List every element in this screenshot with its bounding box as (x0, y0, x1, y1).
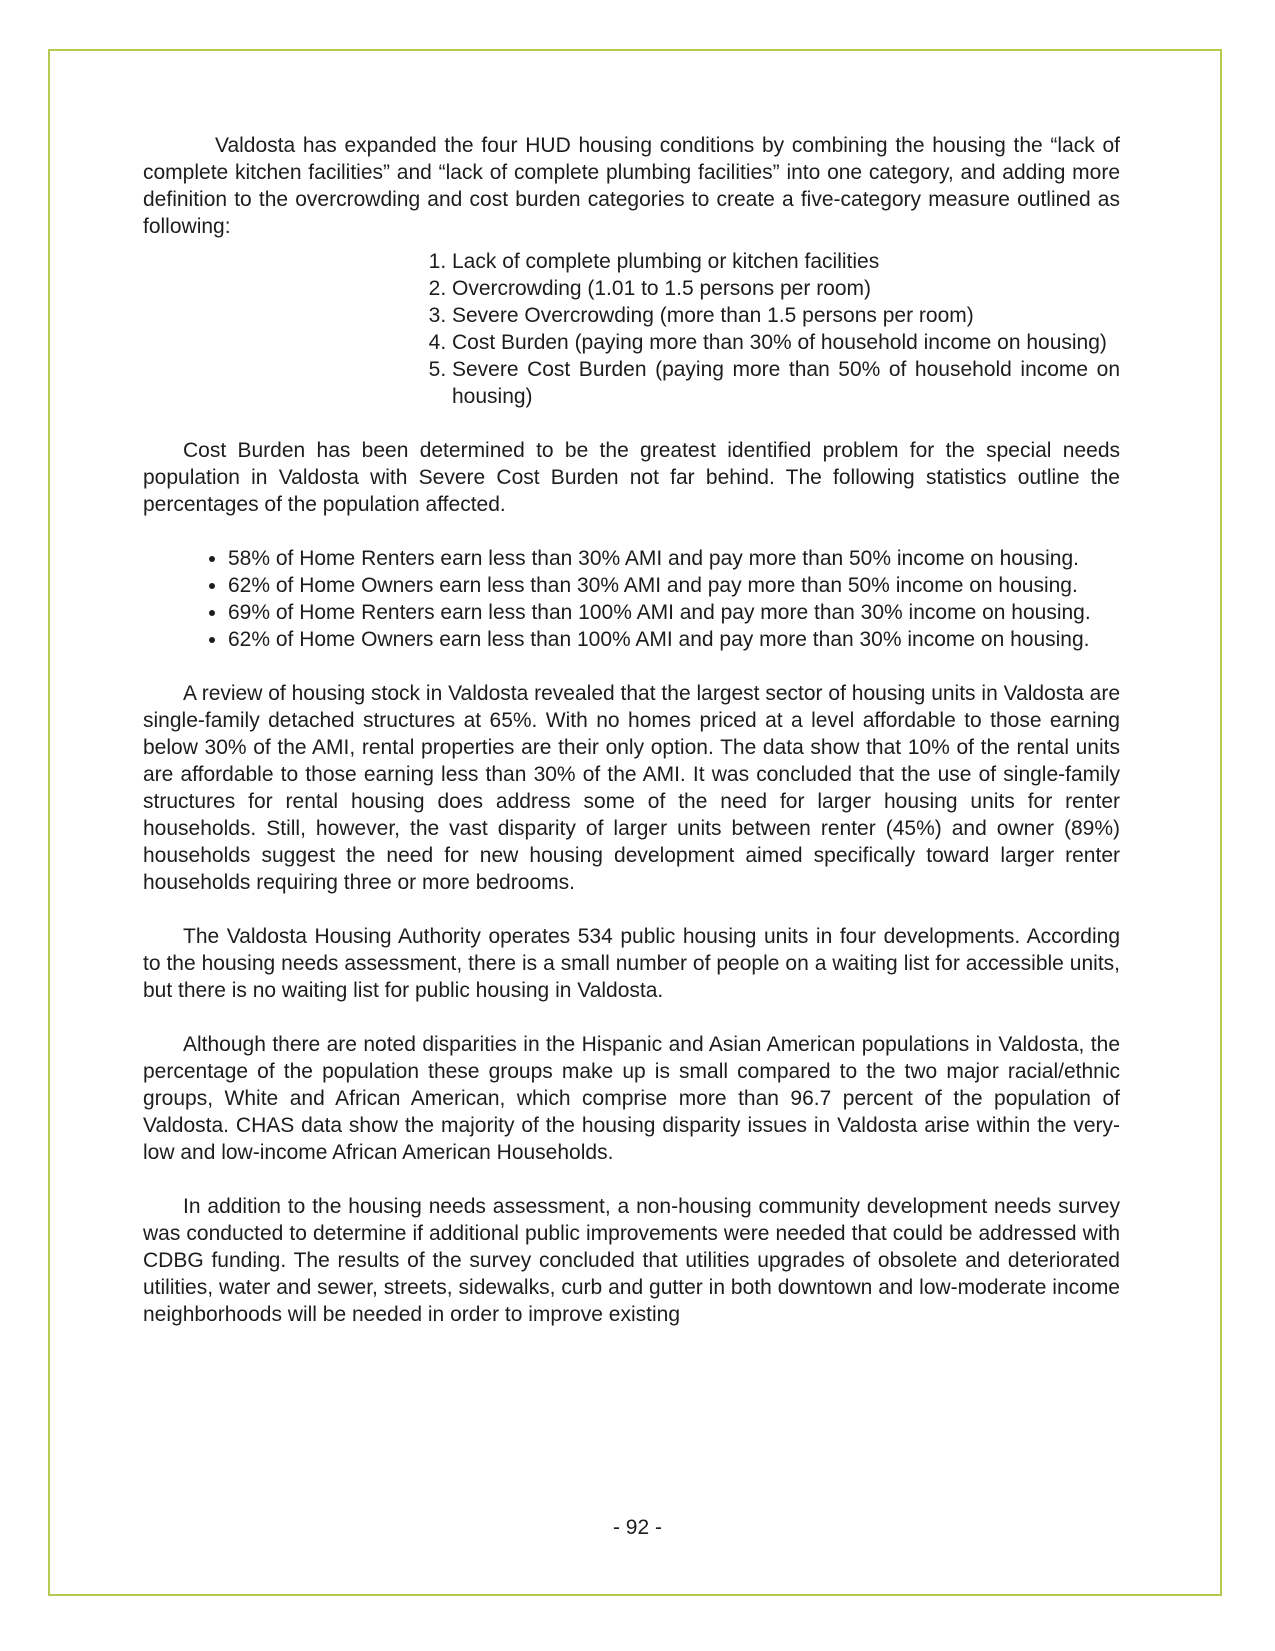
page-body (143, 132, 1120, 1328)
bullet-list-item-1: • 58% of Home Renters earn less than 30% AMI and pay more than 50% income on housing. (228, 545, 1120, 572)
bullet-list-item-4: • 62% of Home Owners earn less than 100% AMI and pay more than 30% income on housing. (228, 626, 1120, 653)
paragraph-housing-stock-review: A review of housing stock in Valdosta revealed that the largest sector of housing units in Valdosta are single-family detached structures at 65%. With no homes priced at a level affordable to those earning below 30% of the AMI, rental properties are their only option. The data show that 10% of the rental units are affordable to those earning less than 30% of the AMI. It was concluded that the use of single-family structures for rental housing does address some of the need for larger housing units for renter households. Still, however, the vast disparity of larger units between renter (45%) and owner (89%) households suggest the need for new housing development aimed specifically toward larger renter households requiring three or more bedrooms. (143, 682, 1120, 894)
numbered-list-item-5: 5. Severe Cost Burden (paying more than 50% of household income on housing) (452, 356, 1120, 410)
paragraph-cost-burden: Cost Burden has been determined to be the greatest identified problem for the special needs population in Valdosta with Severe Cost Burden not far behind. The following statistics outline the percentages of the population affected. (143, 439, 1120, 516)
bullet-list-item-2: • 62% of Home Owners earn less than 30% AMI and pay more than 50% income on housing. (228, 572, 1120, 599)
paragraph-housing-authority: The Valdosta Housing Authority operates 534 public housing units in four developments. According to the housing needs assessment, there is a small number of people on a waiting list for accessible units, but there is no waiting list for public housing in Valdosta. (143, 925, 1120, 1002)
numbered-list-item-4: 4. Cost Burden (paying more than 30% of household income on housing) (452, 329, 1120, 356)
paragraph-racial-disparities: Although there are noted disparities in the Hispanic and Asian American populations in Valdosta, the percentage of the population these groups make up is small compared to the two major racial/ethnic groups, White and African American, which comprise more than 96.7 percent of the population of Valdosta. CHAS data show the majority of the housing disparity issues in Valdosta arise within the very-low and low-income African American Households. (143, 1033, 1120, 1164)
numbered-list-item-2: 2. Overcrowding (1.01 to 1.5 persons per room) (452, 275, 1120, 302)
paragraph-community-development-survey: In addition to the housing needs assessment, a non-housing community development needs survey was conducted to determine if additional public improvements were needed that could be addressed with CDBG funding. The results of the survey concluded that utilities upgrades of obsolete and deteriorated utilities, water and sewer, streets, sidewalks, curb and gutter in both downtown and low-moderate income neighborhoods will be needed in order to improve existing (143, 1195, 1120, 1326)
paragraph-hud-housing-conditions: Valdosta has expanded the four HUD housing conditions by combining the housing the “lack of complete kitchen facilities” and “lack of complete plumbing facilities” into one category, and adding more definition to the overcrowding and cost burden categories to create a five-category measure outlined as following: (143, 134, 1120, 238)
page-number: - 92 - (612, 1516, 662, 1539)
cost-burden-statistics-list (143, 545, 1120, 653)
housing-conditions-numbered-list (143, 248, 1120, 410)
numbered-list-item-3: 3. Severe Overcrowding (more than 1.5 persons per room) (452, 302, 1120, 329)
bullet-list-item-3: • 69% of Home Renters earn less than 100% AMI and pay more than 30% income on housing. (228, 599, 1120, 626)
numbered-list-item-1: 1. Lack of complete plumbing or kitchen facilities (452, 248, 1120, 275)
